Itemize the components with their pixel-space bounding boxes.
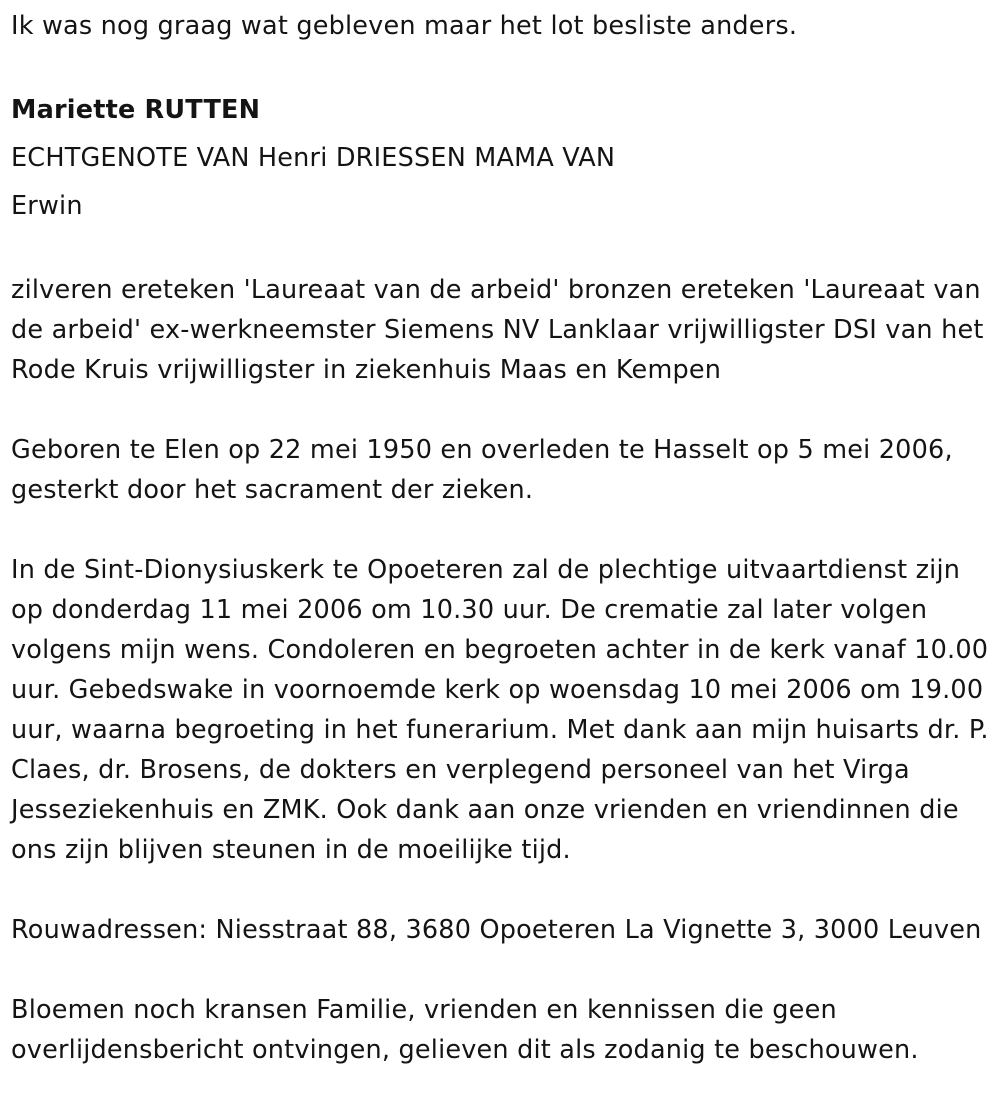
obituary-notice <box>11 0 991 1070</box>
addresses-paragraph: Rouwadressen: Niesstraat 88, 3680 Opoeteren La Vignette 3, 3000 Leuven <box>11 915 982 945</box>
deceased-name: Mariette RUTTEN <box>11 95 261 125</box>
honors-paragraph: zilveren ereteken 'Laureaat van de arbeid' bronzen ereteken 'Laureaat van de arbeid' ex-werkneemster Siemens NV Lanklaar vrijwilligster DSI van het Rode Kruis vrijwilligster in ziekenhuis Maas en Kempen <box>11 275 984 385</box>
birth-death-paragraph: Geboren te Elen op 22 mei 1950 en overleden te Hasselt op 5 mei 2006, gesterkt door het sacrament der zieken. <box>11 435 953 505</box>
children-names: Erwin <box>11 191 83 221</box>
closing-paragraph: Bloemen noch kransen Familie, vrienden en kennissen die geen overlijdensbericht ontvingen, gelieven dit als zodanig te beschouwen. <box>11 995 919 1065</box>
spouse-line: ECHTGENOTE VAN Henri DRIESSEN MAMA VAN <box>11 143 616 173</box>
service-paragraph: In de Sint-Dionysiuskerk te Opoeteren zal de plechtige uitvaartdienst zijn op donderdag 11 mei 2006 om 10.30 uur. De crematie zal later volgen volgens mijn wens. Condoleren en begroeten achter in de kerk vanaf 10.00 uur. Gebedswake in voornoemde kerk op woensdag 10 mei 2006 om 19.00 uur, waarna begroeting in het funerarium. Met dank aan mijn huisarts dr. P. Claes, dr. Brosens, de dokters en verplegend personeel van het Virga Jesseziekenhuis en ZMK. Ook dank aan onze vrienden en vriendinnen die ons zijn blijven steunen in de moeilijke tijd. <box>11 555 989 865</box>
opening-quote: Ik was nog graag wat gebleven maar het lot besliste anders. <box>11 11 798 41</box>
